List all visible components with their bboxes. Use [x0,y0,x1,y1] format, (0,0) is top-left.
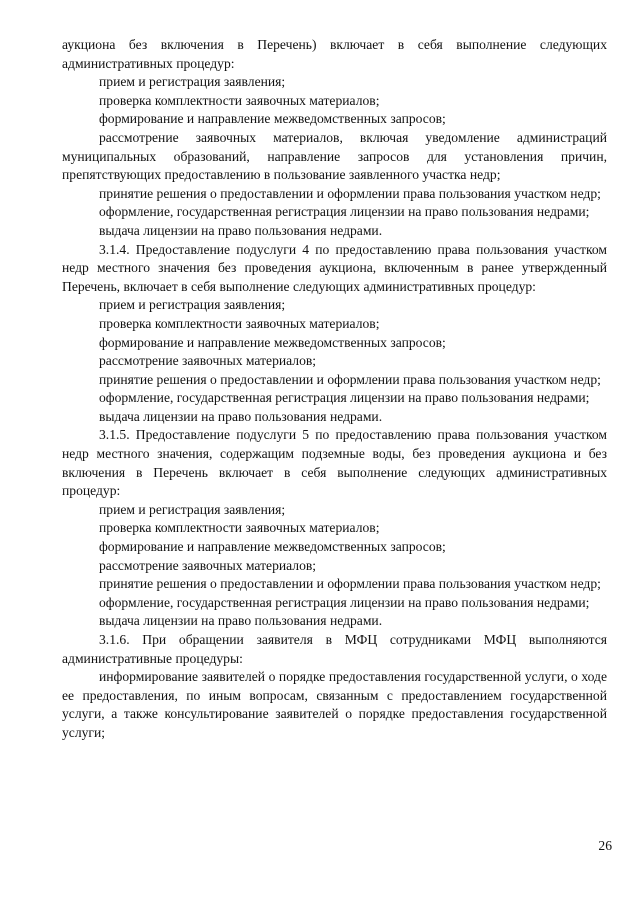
section-paragraph: 3.1.4. Предоставление подуслуги 4 по предоставлению права пользования участком недр местного значения без проведения аукциона, включенным в ранее утвержденный Перечень, включает в себя выполнение следующих административных процедур: [62,241,607,294]
list-item: принятие решения о предоставлении и оформлении права пользования участком недр; [99,185,601,201]
list-item: проверка комплектности заявочных материалов; [99,520,380,536]
list-item: проверка комплектности заявочных материалов; [99,92,380,108]
list-item: прием и регистрация заявления; [99,501,286,517]
list-item: выдача лицензии на право пользования недрами. [99,222,383,238]
list-item: выдача лицензии на право пользования недрами. [99,613,383,629]
list-item: выдача лицензии на право пользования недрами. [99,408,383,424]
list-item: рассмотрение заявочных материалов, включая уведомление администраций муниципальных образований, направление запросов для установления причин, препятствующих предоставлению в пользование заявленного участка недр; [62,129,607,183]
body-text [62,36,607,743]
section-paragraph: 3.1.6. При обращении заявителя в МФЦ сотрудниками МФЦ выполняются административные процедуры: [62,632,607,666]
page-number: 26 [598,838,612,853]
list-item: формирование и направление межведомственных запросов; [99,539,446,555]
list-item: оформление, государственная регистрация лицензии на право пользования недрами; [99,390,590,406]
list-item: проверка комплектности заявочных материалов; [99,315,380,331]
list-item: прием и регистрация заявления; [99,297,286,313]
section-paragraph: 3.1.5. Предоставление подуслуги 5 по предоставлению права пользования участком недр местного значения, содержащим подземные воды, без проведения аукциона и без включения в Перечень включает в себя выполнение следующих административных процедур: [62,427,607,499]
list-item: информирование заявителей о порядке предоставления государственной услуги, о ходе ее предоставления, по иным вопросам, связанным с предоставлением государственной услуги, а также консультирование заявителей о порядке предоставления государственной услуги; [62,669,607,740]
list-item: рассмотрение заявочных материалов; [99,557,317,573]
list-item: прием и регистрация заявления; [99,74,286,90]
list-item: формирование и направление межведомственных запросов; [99,111,446,127]
list-item: оформление, государственная регистрация лицензии на право пользования недрами; [99,204,590,220]
list-item: принятие решения о предоставлении и оформлении права пользования участком недр; [99,576,601,592]
list-item: формирование и направление межведомственных запросов; [99,334,446,350]
list-item: оформление, государственная регистрация лицензии на право пользования недрами; [99,594,590,610]
list-item: рассмотрение заявочных материалов; [99,353,317,369]
paragraph: аукциона без включения в Перечень) включает в себя выполнение следующих административных процедур: [62,37,607,71]
list-item: принятие решения о предоставлении и оформлении права пользования участком недр; [99,371,601,387]
